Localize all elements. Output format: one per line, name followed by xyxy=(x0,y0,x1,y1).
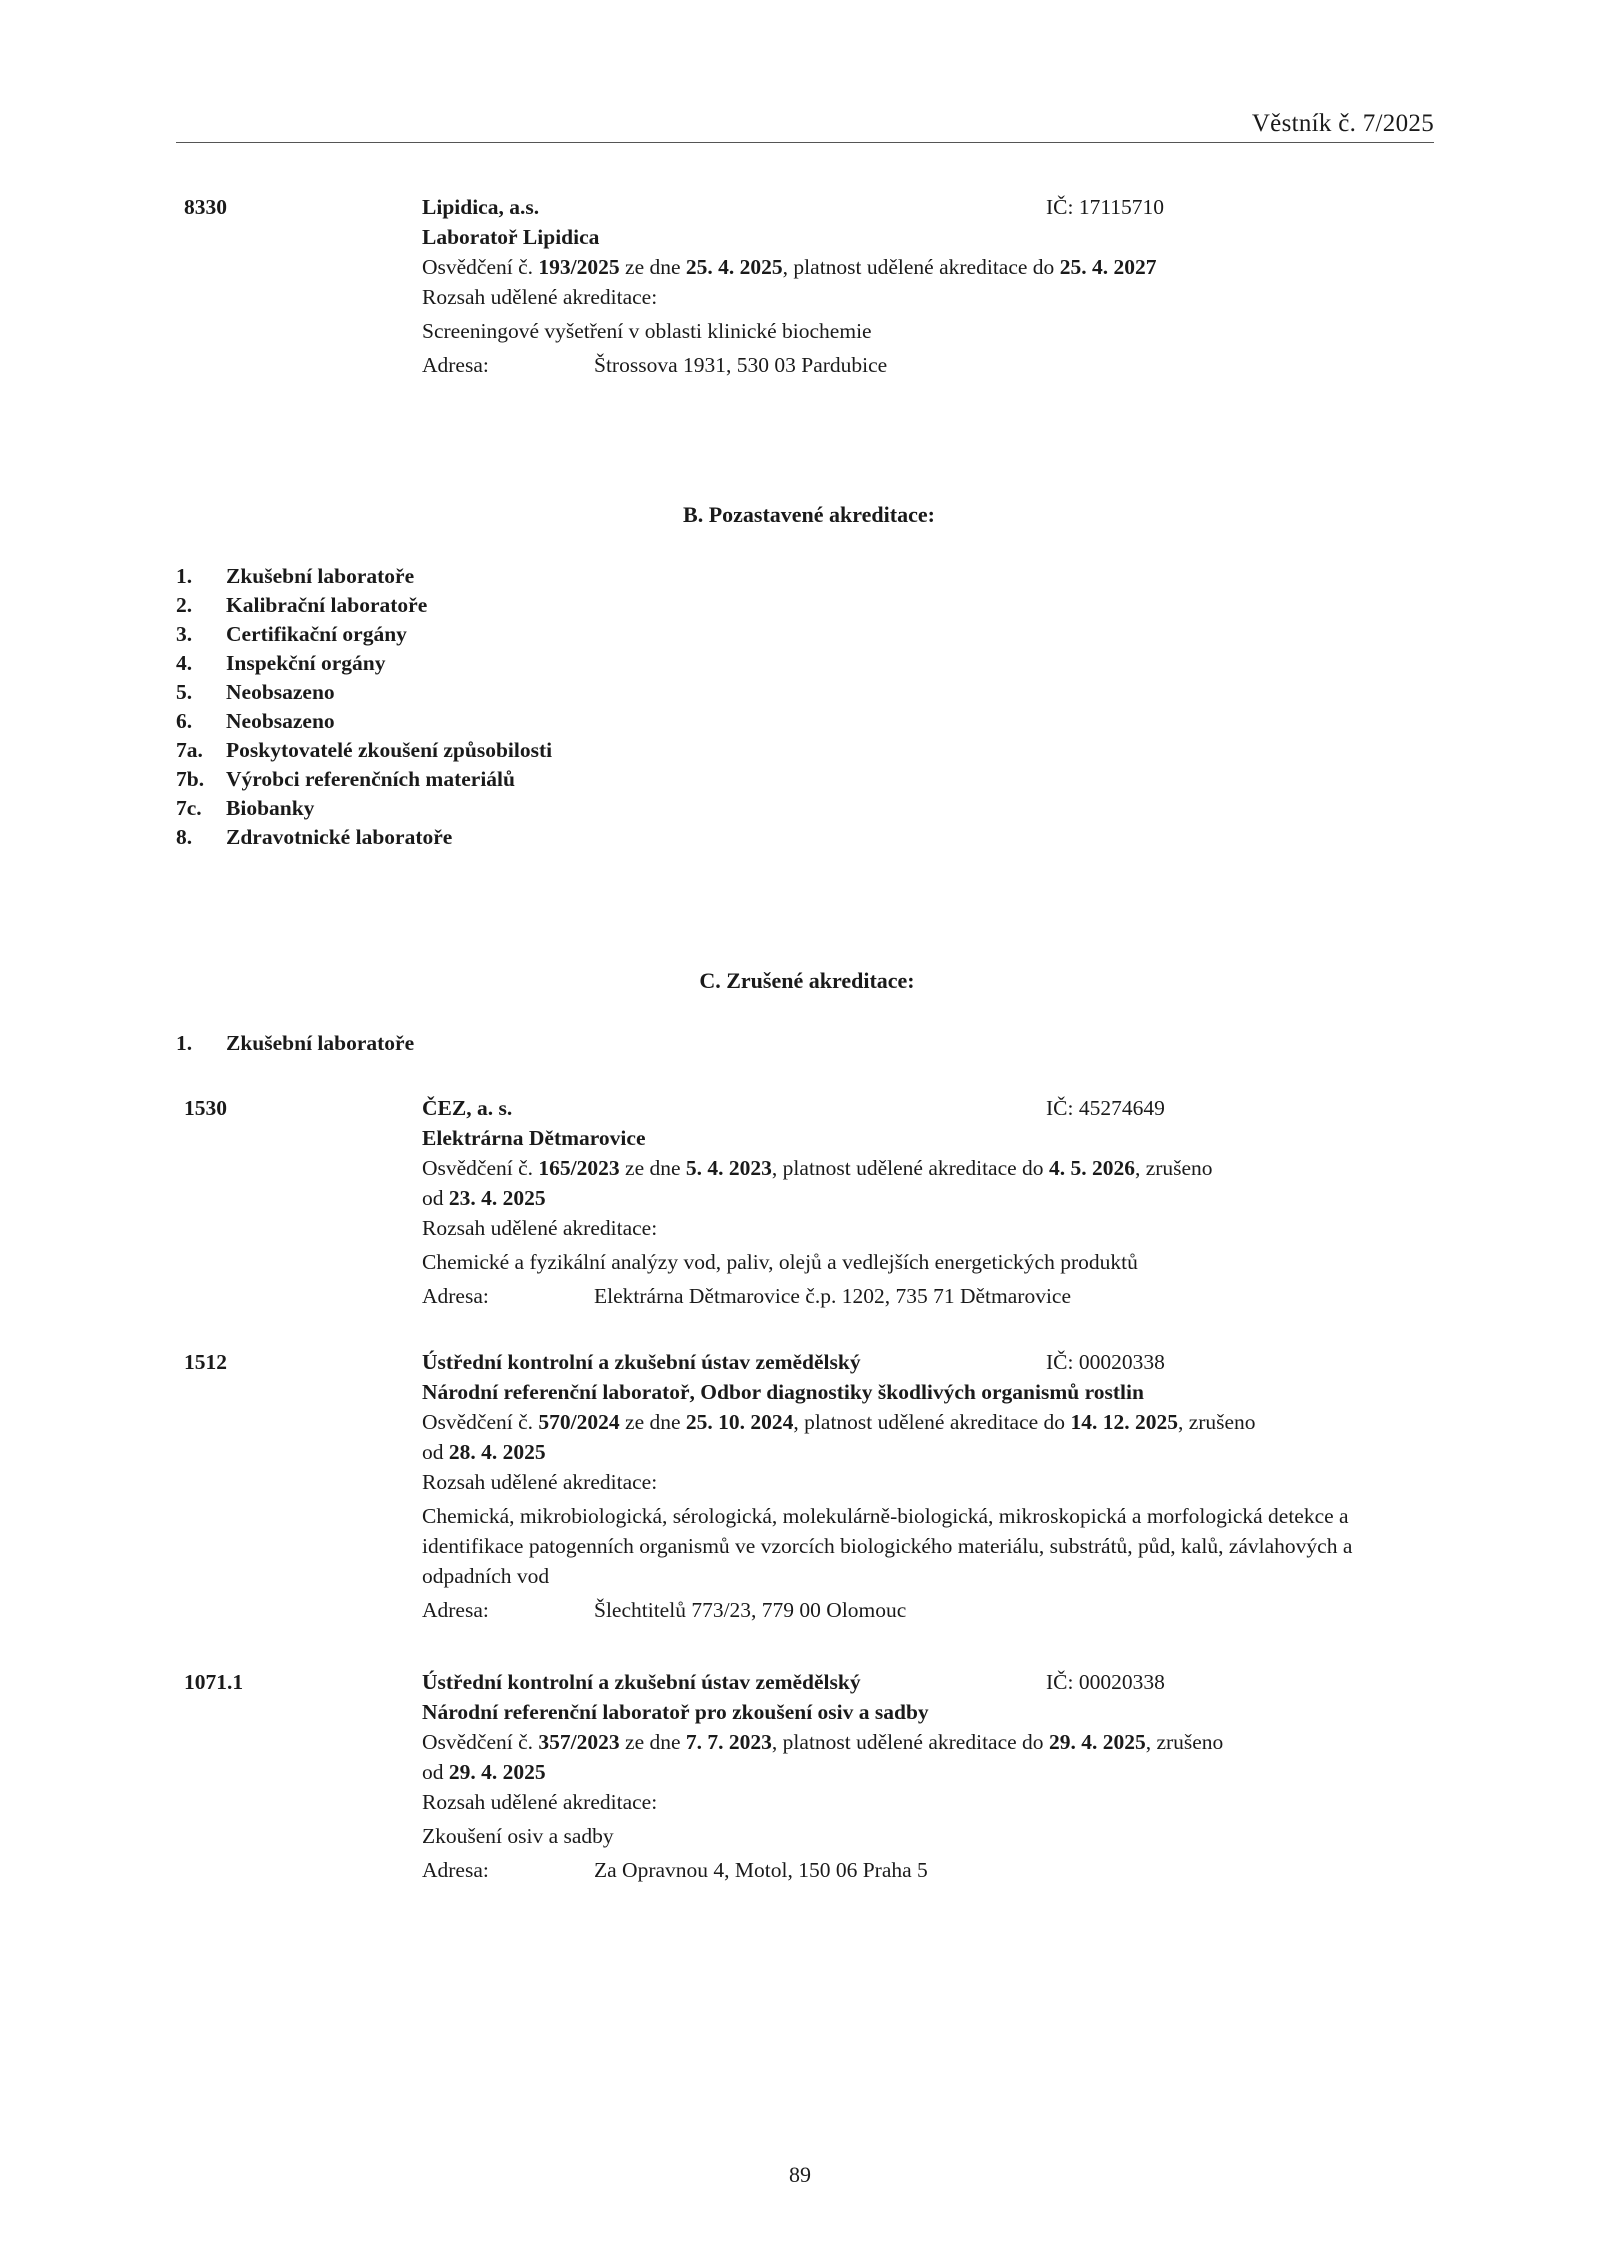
address-label: Adresa: xyxy=(422,1598,489,1622)
address-line xyxy=(422,1855,1434,1885)
valid-to: 4. 5. 2026 xyxy=(1048,1156,1135,1180)
cert-date: 25. 4. 2025 xyxy=(685,255,783,279)
entry-body xyxy=(422,192,1434,380)
address-value: Šlechtitelů 773/23, 779 00 Olomouc xyxy=(594,1598,907,1622)
company-id: IČ: 00020338 xyxy=(1046,1350,1165,1374)
subheading-label: Zkušební laboratoře xyxy=(226,1031,415,1055)
address-value: Za Opravnou 4, Motol, 150 06 Praha 5 xyxy=(594,1858,928,1882)
address-label: Adresa: xyxy=(422,353,489,377)
list-item: 3. Certifikační orgány xyxy=(176,622,407,646)
list-item: 8. Zdravotnické laboratoře xyxy=(176,825,453,849)
accreditation-entry xyxy=(176,192,1434,392)
cancel-date: 29. 4. 2025 xyxy=(448,1760,546,1784)
certificate-line: Osvědčení č. 570/2024 ze dne 25. 10. 2024, platnost udělené akreditace do 14. 12. 2025, zrušeno xyxy=(422,1410,1256,1434)
valid-to: 25. 4. 2027 xyxy=(1059,255,1157,279)
laboratory-name: Laboratoř Lipidica xyxy=(422,225,600,249)
cancel-date: 28. 4. 2025 xyxy=(448,1440,546,1464)
list-item: 7a. Poskytovatelé zkoušení způsobilosti xyxy=(176,738,553,762)
cert-date: 7. 7. 2023 xyxy=(685,1730,772,1754)
address-line xyxy=(422,1281,1434,1311)
cert-number: 357/2023 xyxy=(538,1730,620,1754)
address-line xyxy=(422,1595,1434,1625)
address-value: Elektrárna Dětmarovice č.p. 1202, 735 71 Dětmarovice xyxy=(594,1284,1071,1308)
organization-name: ČEZ, a. s. xyxy=(422,1096,513,1120)
scope-label: Rozsah udělené akreditace: xyxy=(422,285,658,309)
section-b-list xyxy=(176,562,552,852)
address-line xyxy=(422,350,1434,380)
valid-to: 29. 4. 2025 xyxy=(1048,1730,1146,1754)
entry-body xyxy=(422,1347,1434,1625)
company-id: IČ: 17115710 xyxy=(1046,195,1165,219)
scope-label: Rozsah udělené akreditace: xyxy=(422,1216,658,1240)
cert-date: 5. 4. 2023 xyxy=(685,1156,772,1180)
cert-mid: , platnost udělené akreditace do xyxy=(782,255,1060,279)
page-header: Věstník č. 7/2025 xyxy=(176,110,1434,143)
address-value: Štrossova 1931, 530 03 Pardubice xyxy=(594,353,888,377)
certificate-line: Osvědčení č. 357/2023 ze dne 7. 7. 2023, platnost udělené akreditace do 29. 4. 2025, zrušeno xyxy=(422,1730,1224,1754)
section-c-heading: C. Zrušené akreditace: xyxy=(699,968,915,993)
list-item: 7c. Biobanky xyxy=(176,796,315,820)
entry-number: 1071.1 xyxy=(184,1670,244,1694)
scope-text: Zkoušení osiv a sadby xyxy=(422,1824,614,1848)
laboratory-name: Elektrárna Dětmarovice xyxy=(422,1126,646,1150)
section-c-subheading xyxy=(176,1029,414,1058)
valid-to: 14. 12. 2025 xyxy=(1070,1410,1178,1434)
laboratory-name: Národní referenční laboratoř, Odbor diagnostiky škodlivých organismů rostlin xyxy=(422,1380,1144,1404)
organization-name: Lipidica, a.s. xyxy=(422,195,540,219)
cancellation-line: od 28. 4. 2025 xyxy=(422,1440,546,1464)
page-number: 89 xyxy=(789,2162,811,2187)
entry-number: 1512 xyxy=(184,1350,227,1374)
cert-prefix: Osvědčení č. xyxy=(422,255,539,279)
cert-date: 25. 10. 2024 xyxy=(685,1410,794,1434)
address-label: Adresa: xyxy=(422,1284,489,1308)
cancellation-line: od 23. 4. 2025 xyxy=(422,1186,546,1210)
cert-number: 570/2024 xyxy=(538,1410,620,1434)
certificate-line xyxy=(422,252,1434,282)
entry-body xyxy=(422,1093,1434,1311)
cert-mid: ze dne xyxy=(619,255,686,279)
scope-label: Rozsah udělené akreditace: xyxy=(422,1470,658,1494)
accreditation-entry xyxy=(176,1347,1434,1637)
scope-label: Rozsah udělené akreditace: xyxy=(422,1790,658,1814)
scope-text: Screeningové vyšetření v oblasti klinické biochemie xyxy=(422,319,872,343)
list-item: 1. Zkušební laboratoře xyxy=(176,564,415,588)
list-item: 7b. Výrobci referenčních materiálů xyxy=(176,767,515,791)
entry-number: 1530 xyxy=(184,1096,227,1120)
list-item: 2. Kalibrační laboratoře xyxy=(176,593,428,617)
cancellation-line: od 29. 4. 2025 xyxy=(422,1760,546,1784)
company-id: IČ: 00020338 xyxy=(1046,1670,1165,1694)
entry-number: 8330 xyxy=(184,195,227,219)
accreditation-entry xyxy=(176,1093,1434,1323)
cancel-date: 23. 4. 2025 xyxy=(448,1186,546,1210)
subheading-code: 1. xyxy=(176,1031,193,1055)
accreditation-entry xyxy=(176,1667,1434,1897)
entry-body xyxy=(422,1667,1434,1885)
section-b-heading: B. Pozastavené akreditace: xyxy=(683,502,935,527)
list-item: 5. Neobsazeno xyxy=(176,680,335,704)
certificate-line: Osvědčení č. 165/2023 ze dne 5. 4. 2023, platnost udělené akreditace do 4. 5. 2026, zrušeno xyxy=(422,1156,1213,1180)
cert-number: 193/2025 xyxy=(538,255,620,279)
organization-name: Ústřední kontrolní a zkušební ústav zemědělský xyxy=(422,1350,861,1374)
scope-text: Chemická, mikrobiologická, sérologická, molekulárně-biologická, mikroskopická a morfologická detekce a identifikace patogenních organismů ve vzorcích biologického materiálu, substrátů, půd, kalů, závlahových a odpadních vod xyxy=(422,1504,1353,1588)
list-item: 6. Neobsazeno xyxy=(176,709,335,733)
cert-number: 165/2023 xyxy=(538,1156,620,1180)
laboratory-name: Národní referenční laboratoř pro zkoušení osiv a sadby xyxy=(422,1700,929,1724)
scope-text: Chemické a fyzikální analýzy vod, paliv, olejů a vedlejších energetických produktů xyxy=(422,1250,1138,1274)
organization-name: Ústřední kontrolní a zkušební ústav zemědělský xyxy=(422,1670,861,1694)
address-label: Adresa: xyxy=(422,1858,489,1882)
company-id: IČ: 45274649 xyxy=(1046,1096,1165,1120)
list-item: 4. Inspekční orgány xyxy=(176,651,386,675)
